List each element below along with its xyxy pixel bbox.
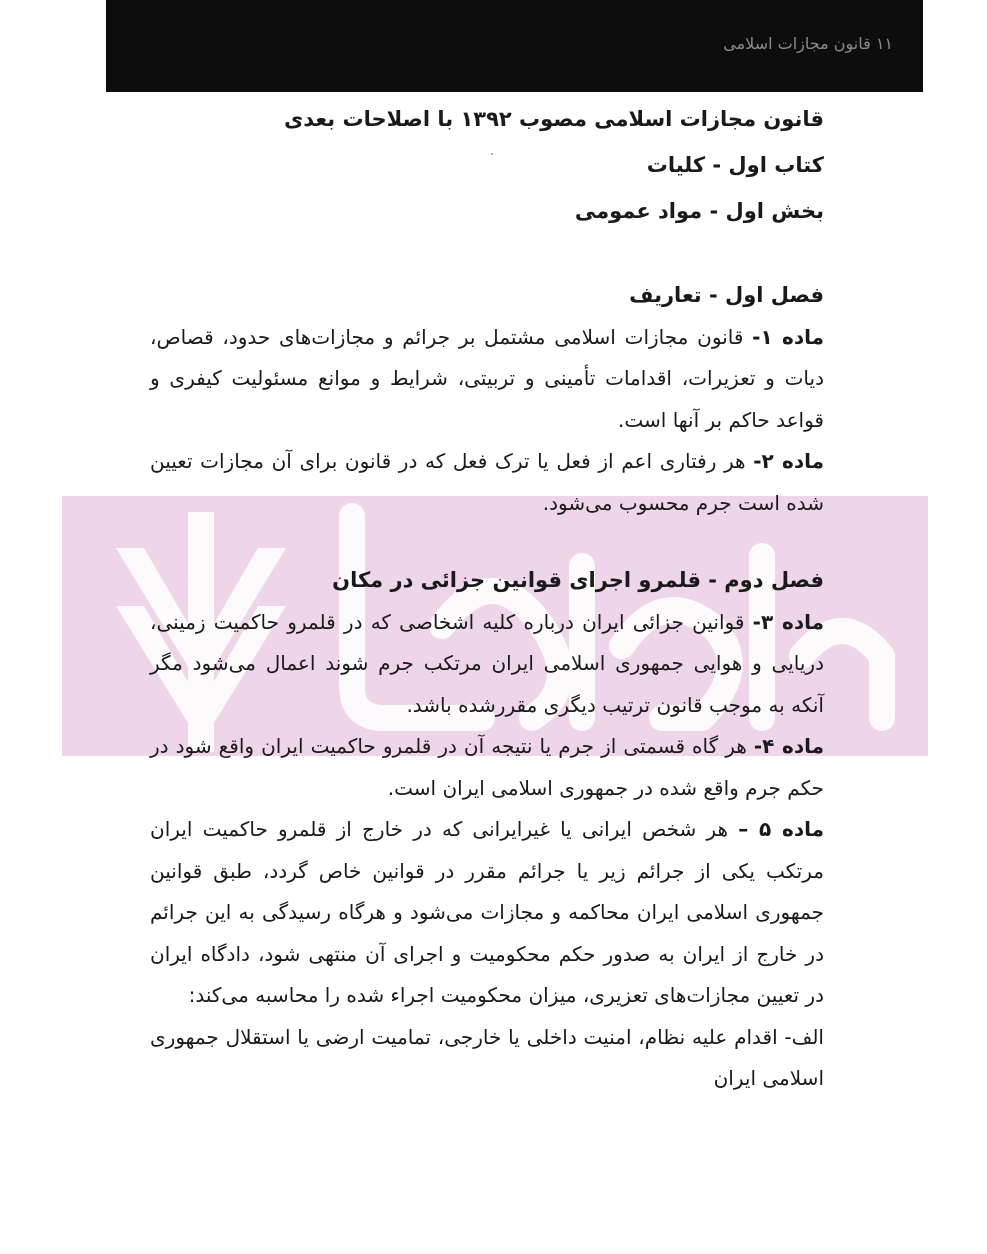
article-3-label: ماده ۳- <box>752 609 825 634</box>
book-title: کتاب اول - کلیات <box>646 153 824 177</box>
clause-a: الف- اقدام علیه نظام، امنیت داخلی یا خارجی، تمامیت ارضی یا استقلال جمهوری اسلامی ایران <box>150 1024 824 1090</box>
article-1 <box>150 317 824 442</box>
article-5-text: هر شخص ایرانی یا غیرایرانی که در خارج از قلمرو حاکمیت ایران مرتکب یکی از جرائم زیر یا جرائم مقرر در قوانین خاص گردد، طبق قوانین جمهوری اسلامی ایران محاکمه و مجازات می‌شود و هرگاه رسیدگی به این جرائم در خارج از ایران به صدور حکم محکومیت و اجرای آن منتهی شود، دادگاه ایران در تعیین مجازات‌های تعزیری، میزان محکومیت اجراء شده را محاسبه می‌کند: <box>150 817 824 1007</box>
article-2-text: هر رفتاری اعم از فعل یا ترک فعل که در قانون برای آن مجازات تعیین شده است جرم محسوب می‌شود. <box>150 449 824 515</box>
spacer <box>150 234 824 275</box>
page-header-band <box>106 0 923 92</box>
article-2-label: ماده ۲- <box>753 449 824 473</box>
running-title: ۱۱ قانون مجازات اسلامی <box>723 34 893 53</box>
article-2 <box>150 441 824 524</box>
article-1-label: ماده ۱- <box>752 324 824 349</box>
chapter-1-heading: فصل اول - تعاریف <box>629 283 824 307</box>
article-5 <box>150 809 824 1017</box>
part-title: بخش اول - مواد عمومی <box>574 199 824 223</box>
article-4 <box>150 726 824 809</box>
article-4-text: هر گاه قسمتی از جرم یا نتیجه آن در قلمرو حاکمیت ایران واقع شود در حکم جرم واقع شده در جمهوری اسلامی ایران است. <box>150 734 824 800</box>
spacer <box>150 524 824 560</box>
article-4-label: ماده ۴- <box>753 734 824 758</box>
article-5-label: ماده ۵ – <box>738 817 824 841</box>
document-body <box>150 96 824 1100</box>
law-title: قانون مجازات اسلامی مصوب ۱۳۹۲ با اصلاحات بعدی <box>284 107 824 131</box>
article-3-text: قوانین جزائی ایران درباره کلیه اشخاصی که در قلمرو حاکمیت زمینی، دریایی و هوایی جمهوری اسلامی ایران مرتکب جرم شوند اعمال می‌شود مگر آنکه به موجب قانون ترتیب دیگری مقررشده باشد. <box>150 609 824 717</box>
article-1-text: قانون مجازات اسلامی مشتمل بر جرائم و مجازات‌های حدود، قصاص، دیات و تعزیرات، اقدامات تأمینی و تربیتی، شرایط و موانع مسئولیت کیفری و قواعد حاکم بر آنها است. <box>150 324 824 432</box>
chapter-2-heading: فصل دوم - قلمرو اجرای قوانین جزائی در مکان <box>332 568 824 592</box>
article-3 <box>150 602 824 727</box>
